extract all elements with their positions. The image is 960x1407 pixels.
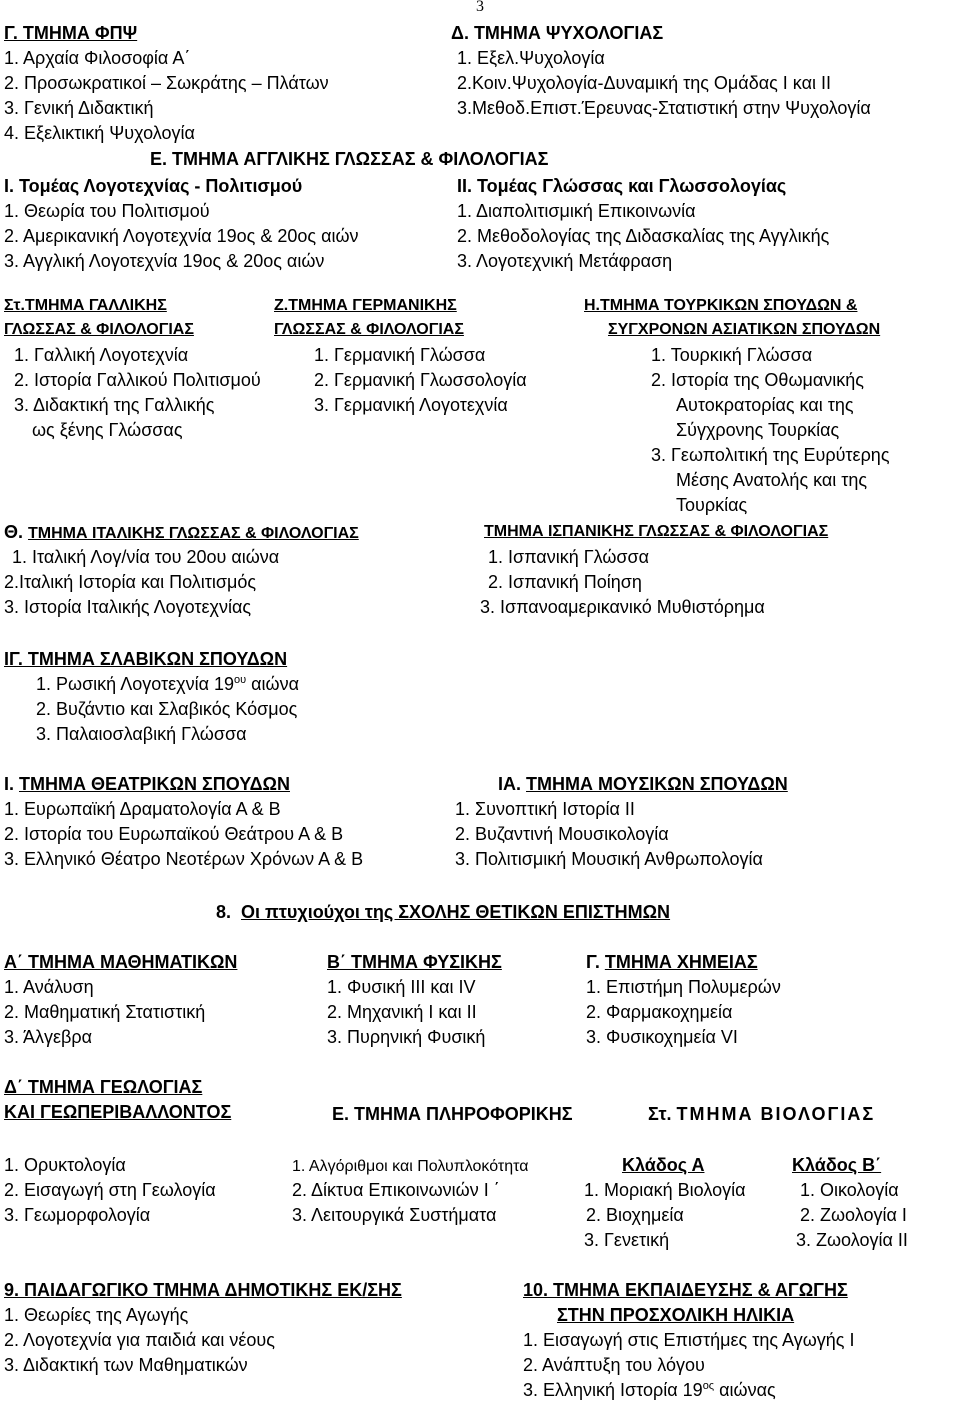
biology-a-item: 2. Βιοχημεία — [586, 1205, 684, 1225]
page-number: 3 — [476, 0, 484, 15]
geology-item: 1. Ορυκτολογία — [4, 1155, 126, 1175]
math-item: 1. Ανάλυση — [4, 977, 94, 997]
slavic-item: 3. Παλαιοσλαβική Γλώσσα — [36, 724, 247, 744]
psych-title: Δ. ΤΜΗΜΑ ΨΥΧΟΛΟΓΙΑΣ — [451, 23, 664, 43]
french-item: ως ξένης Γλώσσας — [32, 420, 183, 440]
primary-item: 2. Λογοτεχνία για παιδιά και νέους — [4, 1330, 275, 1350]
french-title: Στ.ΤΜΗΜΑ ΓΑΛΛΙΚΗΣ — [4, 297, 167, 314]
theatre-item: 1. Ευρωπαϊκή Δραματολογία Α & Β — [4, 799, 281, 819]
music-title: ΙΑ. ΤΜΗΜΑ ΜΟΥΣΙΚΩΝ ΣΠΟΥΔΩΝ — [498, 774, 788, 794]
theatre-item: 2. Ιστορία του Ευρωπαϊκού Θεάτρου Α & Β — [4, 824, 344, 844]
spanish-title: ΤΜΗΜΑ ΙΣΠΑΝΙΚΗΣ ΓΛΩΣΣΑΣ & ΦΙΛΟΛΟΓΙΑΣ — [484, 523, 829, 540]
spanish-item: 2. Ισπανική Ποίηση — [488, 572, 642, 592]
french-title: ΓΛΩΣΣΑΣ & ΦΙΛΟΛΟΓΙΑΣ — [4, 321, 194, 338]
italian-item: 2.Ιταλική Ιστορία και Πολιτισμός — [4, 572, 257, 592]
biology-a-item: 3. Γενετική — [584, 1230, 670, 1250]
slavic-item: 1. Ρωσική Λογοτεχνία $19^{o\upsilon}$ αιώνα — [36, 674, 300, 694]
geology-item: 3. Γεωμορφολογία — [4, 1205, 151, 1225]
phil-item: 2. Προσωκρατικοί – Σωκράτης – Πλάτων — [4, 73, 329, 93]
phil-item: 4. Εξελικτική Ψυχολογία — [4, 123, 195, 143]
turkish-item: Μέσης Ανατολής και της — [676, 470, 868, 490]
english-item: 2. Μεθοδολογίας της Διδασκαλίας της Αγγλικής — [457, 226, 830, 246]
turkish-title: Η.ΤΜΗΜΑ ΤΟΥΡΚΙΚΩΝ ΣΠΟΥΔΩΝ & — [584, 297, 858, 314]
english-item: 1. Διαπολιτισμική Επικοινωνία — [457, 201, 696, 221]
italian-title: Θ. ΤΜΗΜΑ ΙΤΑΛΙΚΗΣ ΓΛΩΣΣΑΣ & ΦΙΛΟΛΟΓΙΑΣ — [4, 522, 359, 542]
biology-title: Στ. ΤΜΗΜΑ ΒΙΟΛΟΓΙΑΣ — [648, 1104, 876, 1124]
biology-b-item: 1. Οικολογία — [800, 1180, 899, 1200]
preschool-title: ΣΤΗΝ ΠΡΟΣΧΟΛΙΚΗ ΗΛΙΚΙΑ — [557, 1305, 795, 1325]
psych-item: 2.Κοιν.Ψυχολογία-Δυναμική της Ομάδας Ι και ΙΙ — [457, 73, 831, 93]
informatics-item: 3. Λειτουργικά Συστήματα — [292, 1205, 497, 1225]
english-item: 1. Θεωρία του Πολιτισμού — [4, 201, 210, 221]
german-item: 1. Γερμανική Γλώσσα — [314, 345, 486, 365]
section-8-title: 8. Οι πτυχιούχοι της ΣΧΟΛΗΣ ΘΕΤΙΚΩΝ ΕΠΙΣΤΗΜΩΝ — [216, 902, 671, 922]
turkish-item: Αυτοκρατορίας και της — [676, 395, 854, 415]
chemistry-item: 3. Φυσικοχημεία VI — [586, 1027, 738, 1047]
chemistry-item: 2. Φαρμακοχημεία — [586, 1002, 733, 1022]
turkish-item: 3. Γεωπολιτική της Ευρύτερης — [651, 445, 890, 465]
french-item: 1. Γαλλική Λογοτεχνία — [14, 345, 189, 365]
chemistry-item: 1. Επιστήμη Πολυμερών — [586, 977, 781, 997]
physics-item: 2. Μηχανική Ι και ΙΙ — [327, 1002, 477, 1022]
phil-item: 1. Αρχαία Φιλοσοφία Α΄ — [4, 48, 191, 68]
german-item: 2. Γερμανική Γλωσσολογία — [314, 370, 527, 390]
theatre-title: Ι. ΤΜΗΜΑ ΘΕΑΤΡΙΚΩΝ ΣΠΟΥΔΩΝ — [4, 774, 290, 794]
italian-item: 1. Ιταλική Λογ/νία του 20ου αιώνα — [12, 547, 280, 567]
primary-title: 9. ΠΑΙΔΑΓΩΓΙΚΟ ΤΜΗΜΑ ΔΗΜΟΤΙΚΗΣ ΕΚ/ΣΗΣ — [4, 1280, 402, 1300]
psych-item: 1. Εξελ.Ψυχολογία — [457, 48, 605, 68]
german-title: ΓΛΩΣΣΑΣ & ΦΙΛΟΛΟΓΙΑΣ — [274, 321, 464, 338]
english-item: 2. Αμερικανική Λογοτεχνία 19ος & 20ος αιών — [4, 226, 359, 246]
turkish-item: 1. Τουρκική Γλώσσα — [651, 345, 813, 365]
geology-title: ΚΑΙ ΓΕΩΠΕΡΙΒΑΛΛΟΝΤΟΣ — [4, 1102, 232, 1122]
music-item: 1. Συνοπτική Ιστορία ΙΙ — [455, 799, 635, 819]
turkish-item: 2. Ιστορία της Οθωμανικής — [651, 370, 864, 390]
slavic-title: ΙΓ. ΤΜΗΜΑ ΣΛΑΒΙΚΩΝ ΣΠΟΥΔΩΝ — [4, 649, 288, 669]
spanish-item: 1. Ισπανική Γλώσσα — [488, 547, 650, 567]
english-item: 3. Λογοτεχνική Μετάφραση — [457, 251, 673, 271]
math-title: Α΄ ΤΜΗΜΑ ΜΑΘΗΜΑΤΙΚΩΝ — [4, 952, 238, 972]
primary-item: 1. Θεωρίες της Αγωγής — [4, 1305, 189, 1325]
italian-item: 3. Ιστορία Ιταλικής Λογοτεχνίας — [4, 597, 252, 617]
english-sector-2: ΙΙ. Τομέας Γλώσσας και Γλωσσολογίας — [457, 176, 787, 196]
music-item: 3. Πολιτισμική Μουσική Ανθρωπολογία — [455, 849, 763, 869]
biology-branch-a: Κλάδος Α — [622, 1155, 705, 1175]
phil-title: Γ. ΤΜΗΜΑ ΦΠΨ — [4, 23, 138, 43]
spanish-item: 3. Ισπανοαμερικανικό Μυθιστόρημα — [480, 597, 765, 617]
psych-item: 3.Μεθοδ.Επιστ.Έρευνας-Στατιστική στην Ψυχολογία — [457, 98, 871, 118]
preschool-item: 3. Ελληνική Ιστορία $19^{o\varsigma}$ αιώνας — [523, 1380, 776, 1400]
german-title: Ζ.ΤΜΗΜΑ ΓΕΡΜΑΝΙΚΗΣ — [274, 297, 457, 314]
math-item: 3. Άλγεβρα — [4, 1027, 93, 1047]
biology-b-item: 2. Ζωολογία Ι — [800, 1205, 907, 1225]
math-item: 2. Μαθηματική Στατιστική — [4, 1002, 206, 1022]
biology-branch-b: Κλάδος Β΄ — [792, 1155, 882, 1175]
primary-item: 3. Διδακτική των Μαθηματικών — [4, 1355, 248, 1375]
physics-title: Β΄ ΤΜΗΜΑ ΦΥΣΙΚΗΣ — [327, 952, 502, 972]
turkish-item: Τουρκίας — [676, 495, 748, 515]
biology-a-item: 1. Μοριακή Βιολογία — [584, 1180, 746, 1200]
german-item: 3. Γερμανική Λογοτεχνία — [314, 395, 508, 415]
french-item: 2. Ιστορία Γαλλικού Πολιτισμού — [14, 370, 261, 390]
phil-item: 3. Γενική Διδακτική — [4, 98, 154, 118]
english-item: 3. Αγγλική Λογοτεχνία 19ος & 20ος αιών — [4, 251, 325, 271]
preschool-title: 10. ΤΜΗΜΑ ΕΚΠΑΙΔΕΥΣΗΣ & ΑΓΩΓΗΣ — [523, 1280, 848, 1300]
chemistry-title: Γ. ΤΜΗΜΑ ΧΗΜΕΙΑΣ — [586, 952, 758, 972]
physics-item: 3. Πυρηνική Φυσική — [327, 1027, 486, 1047]
theatre-item: 3. Ελληνικό Θέατρο Νεοτέρων Χρόνων Α & Β — [4, 849, 364, 869]
turkish-title: ΣΥΓΧΡΟΝΩΝ ΑΣΙΑΤΙΚΩΝ ΣΠΟΥΔΩΝ — [608, 321, 881, 338]
preschool-item: 2. Ανάπτυξη του λόγου — [523, 1355, 705, 1375]
english-sector-1: Ι. Τομέας Λογοτεχνίας - Πολιτισμού — [4, 176, 303, 196]
informatics-item: 1. Αλγόριθμοι και Πολυπλοκότητα — [292, 1158, 529, 1175]
geology-title: Δ΄ ΤΜΗΜΑ ΓΕΩΛΟΓΙΑΣ — [4, 1077, 203, 1097]
english-title: Ε. ΤΜΗΜΑ ΑΓΓΛΙΚΗΣ ΓΛΩΣΣΑΣ & ΦΙΛΟΛΟΓΙΑΣ — [150, 149, 549, 169]
turkish-item: Σύγχρονης Τουρκίας — [676, 420, 840, 440]
physics-item: 1. Φυσική ΙΙΙ και ΙV — [327, 977, 476, 997]
informatics-item: 2. Δίκτυα Επικοινωνιών Ι ΄ — [292, 1180, 500, 1200]
informatics-title: Ε. ΤΜΗΜΑ ΠΛΗΡΟΦΟΡΙΚΗΣ — [332, 1104, 573, 1124]
preschool-item: 1. Εισαγωγή στις Επιστήμες της Αγωγής Ι — [523, 1330, 855, 1350]
french-item: 3. Διδακτική της Γαλλικής — [14, 395, 215, 415]
geology-item: 2. Εισαγωγή στη Γεωλογία — [4, 1180, 216, 1200]
biology-b-item: 3. Ζωολογία ΙΙ — [796, 1230, 908, 1250]
slavic-item: 2. Βυζάντιο και Σλαβικός Κόσμος — [36, 699, 298, 719]
music-item: 2. Βυζαντινή Μουσικολογία — [455, 824, 669, 844]
